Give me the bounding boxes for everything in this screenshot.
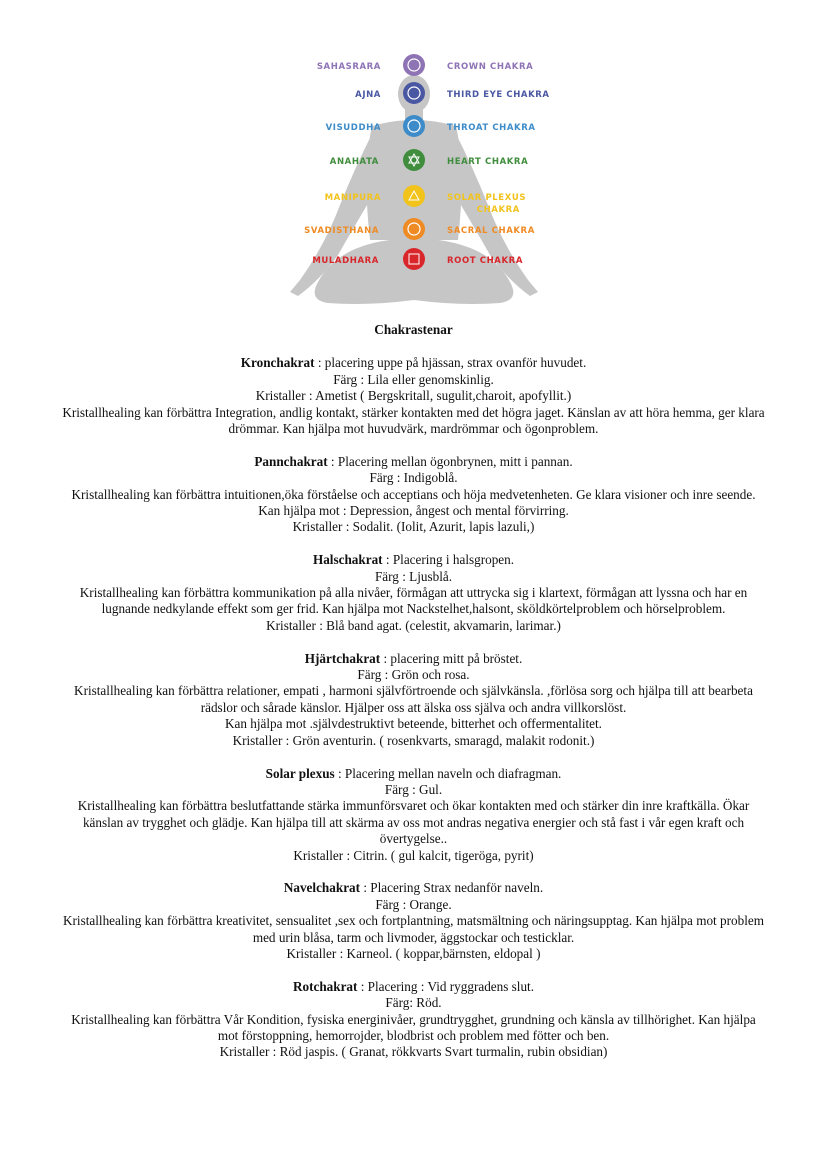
section-line: Kristallhealing kan förbättra beslutfattande stärka immunförsvaret och ökar kontakten med och stärker din inre kraftkälla. Ökar känslan av trygghet och glädje. Kan hjälpa till att skärma av oss mot andras negativa energier och stå fast i vår egen kraft och övertygelse.. (77, 798, 750, 847)
section-solar-plexus (60, 766, 767, 864)
placement-text: : Placering : Vid ryggradens slut. (357, 978, 535, 994)
section-line: Kristallhealing kan förbättra intuitionen,öka förståelse och acceptians och höja medvetenheten. Ge klara visioner och inre seende. Kan hjälpa mot : Depression, ångest och mental förvirring. (71, 486, 756, 519)
label-sanskrit-crown: SAHASRARA (316, 62, 381, 72)
chakra-crown-icon (403, 54, 425, 76)
section-rotchakrat (60, 979, 767, 1061)
section-line: Kristallhealing kan förbättra kommunikation på alla nivåer, förmågan att uttrycka sig i klartext, förmågan att lyssna och har en lugnande nedkylande effekt som ger frid. Kan hjälpa mot Nackstelhet,halsont, sköldkörtelproblem och hörselproblem. (79, 585, 748, 617)
label-english-sacral: SACRAL CHAKRA (447, 226, 535, 236)
section-line: Kristallhealing kan förbättra kreativitet, sensualitet ,sex och fortplantning, matsmältning och näringsupptag. Kan hjälpa mot problem med urin blåsa, tarm och livmoder, äggstockar och testicklar. (63, 913, 764, 945)
label-sanskrit-solar-plexus: MANIPURA (324, 193, 381, 203)
label-english-heart: HEART CHAKRA (447, 157, 529, 167)
section-kronchakrat (60, 355, 767, 437)
section-line: Kristaller : Ametist ( Bergskritall, sugulit,charoit, apofyllit.) (255, 388, 572, 404)
placement-text: : Placering mellan ögonbrynen, mitt i pannan. (327, 453, 573, 469)
section-line: Kristaller : Karneol. ( koppar,bärnsten, eldopal ) (286, 945, 541, 961)
label-english-third-eye: THIRD EYE CHAKRA (447, 90, 550, 100)
section-heading: Pannchakrat (254, 453, 328, 469)
page-title: Chakrastenar (374, 322, 453, 337)
section-line: Kristallhealing kan förbättra Vår Kondition, fysiska energinivåer, grundtrygghet, grundning och känsla av tillhörighet. Kan hjälpa mot förstoppning, hemorrojder, blodbrist och problem med fötter och ben. (71, 1011, 756, 1043)
label-sanskrit-heart: ANAHATA (329, 157, 379, 167)
placement-text: : Placering Strax nedanför naveln. (360, 880, 544, 896)
section-heading: Hjärtchakrat (304, 650, 381, 666)
section-line: Kristallhealing kan förbättra relationer, empati , harmoni självförtroende och självkänsla. ,förlösa sorg och hjälpa till att bearbeta rädslor och sårade känslor. Hjälper oss att älska oss själva och andra villkorslöst. (74, 683, 753, 715)
section-heading: Solar plexus (265, 765, 335, 781)
label-english-solar-plexus: SOLAR PLEXUS (447, 193, 527, 203)
section-line: Färg : Gul. (384, 781, 443, 797)
label-sanskrit-sacral: SVADISTHANA (304, 226, 379, 236)
chakra-diagram (280, 45, 550, 310)
document-body (60, 322, 767, 1077)
section-line: Kan hjälpa mot .självdestruktivt beteende, bitterhet och offermentalitet. (225, 716, 602, 732)
section-line: Kristaller : Sodalit. (Iolit, Azurit, lapis lazuli,) (292, 519, 535, 535)
chakra-solar-plexus-icon (403, 185, 425, 207)
section-line: Färg : Orange. (375, 896, 452, 912)
section-heading: Kronchakrat (240, 355, 315, 371)
label-english-root: ROOT CHAKRA (447, 256, 523, 266)
section-line: Färg : Indigoblå. (369, 470, 458, 486)
chakra-sacral-icon (403, 218, 425, 240)
section-line: Färg : Ljusblå. (374, 568, 453, 584)
label-sanskrit-root: MULADHARA (312, 256, 379, 266)
label-sanskrit-third-eye: AJNA (355, 90, 381, 100)
chakra-third-eye-icon (403, 82, 425, 104)
placement-text: : Placering i halsgropen. (382, 552, 515, 568)
section-line: Färg: Röd. (385, 995, 442, 1011)
label-sanskrit-throat: VISUDDHA (325, 123, 381, 133)
label-english-crown: CROWN CHAKRA (447, 62, 534, 72)
chakra-root-icon (403, 248, 425, 270)
section-heading: Navelchakrat (283, 880, 361, 896)
section-heading: Rotchakrat (292, 978, 358, 994)
section-line: Kristaller : Blå band agat. (celestit, akvamarin, larimar.) (266, 617, 561, 633)
chakra-throat-icon (403, 115, 425, 137)
placement-text: : placering uppe på hjässan, strax ovanför huvudet. (314, 355, 587, 371)
section-heading: Halschakrat (312, 552, 383, 568)
placement-text: : placering mitt på bröstet. (380, 650, 523, 666)
section-line: Färg : Grön och rosa. (357, 667, 470, 683)
section-pannchakrat (60, 454, 767, 536)
section-halschakrat (60, 552, 767, 634)
label-english-throat: THROAT CHAKRA (447, 123, 536, 133)
section-line: Kristallhealing kan förbättra Integration, andlig kontakt, stärker kontakten med det högra jaget. Känslan av att höra hemma, ger klara drömmar. Kan hjälpa mot huvudvärk, mardrömmar och ögonproblem. (62, 404, 765, 437)
chakra-heart-icon (403, 149, 425, 171)
section-line: Färg : Lila eller genomskinlig. (333, 371, 494, 387)
section-hjartchakrat (60, 651, 767, 749)
section-line: Kristaller : Röd jaspis. ( Granat, rökkvarts Svart turmalin, rubin obsidian) (219, 1044, 608, 1060)
section-navelchakrat (60, 880, 767, 962)
placement-text: : Placering mellan naveln och diafragman. (334, 765, 562, 781)
section-line: Kristaller : Citrin. ( gul kalcit, tigeröga, pyrit) (293, 847, 534, 863)
section-line: Kristaller : Grön aventurin. ( rosenkvarts, smaragd, malakit rodonit.) (232, 732, 595, 748)
label-english-solar-plexus-line2: CHAKRA (476, 205, 520, 215)
